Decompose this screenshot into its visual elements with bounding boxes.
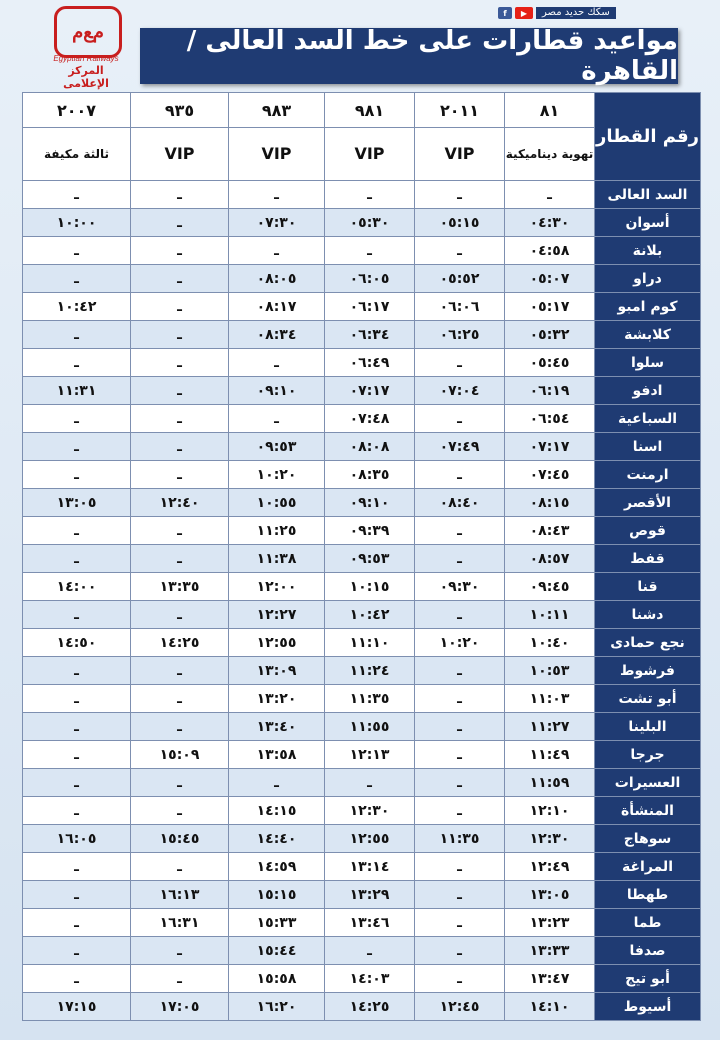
time-cell: ـ [415, 685, 505, 713]
train-type: ثالثة مكيفة [23, 128, 131, 181]
time-cell: ١٤:٠٣ [325, 965, 415, 993]
station-name: قنا [595, 573, 701, 601]
time-cell: ٠٩:٣٠ [415, 573, 505, 601]
time-cell: ـ [23, 713, 131, 741]
time-cell: ١٦:١٣ [131, 881, 229, 909]
time-cell: ـ [415, 881, 505, 909]
train-type: VIP [415, 128, 505, 181]
time-cell: ـ [131, 545, 229, 573]
social-bar-label: سكك حديد مصر [536, 7, 616, 19]
station-name: المنشأة [595, 797, 701, 825]
station-name: السباعية [595, 405, 701, 433]
time-cell: ٠٦:٠٦ [415, 293, 505, 321]
time-cell: ـ [23, 237, 131, 265]
time-cell: ـ [415, 545, 505, 573]
station-name: أسيوط [595, 993, 701, 1021]
station-name: ارمنت [595, 461, 701, 489]
time-cell: ١١:١٠ [325, 629, 415, 657]
station-name: كلابشة [595, 321, 701, 349]
time-cell: ١٤:٥٠ [23, 629, 131, 657]
time-cell: ١٤:٠٠ [23, 573, 131, 601]
time-cell: ـ [131, 657, 229, 685]
table-row [23, 461, 701, 489]
time-cell: ٠٧:٠٤ [415, 377, 505, 405]
train-type: تهوية ديناميكية [505, 128, 595, 181]
train-type: VIP [229, 128, 325, 181]
time-cell: ـ [23, 321, 131, 349]
table-row [23, 853, 701, 881]
time-cell: ١٠:٤٠ [505, 629, 595, 657]
time-cell: ـ [131, 293, 229, 321]
time-cell: ١١:٥٥ [325, 713, 415, 741]
train-number: ٩٣٥ [131, 93, 229, 128]
time-cell: ـ [23, 937, 131, 965]
time-cell: ـ [415, 349, 505, 377]
time-cell: ٠٤:٥٨ [505, 237, 595, 265]
time-cell: ١٠:٤٢ [325, 601, 415, 629]
time-cell: ٠٨:٤٠ [415, 489, 505, 517]
time-cell: ١٥:٥٨ [229, 965, 325, 993]
station-name: سلوا [595, 349, 701, 377]
time-cell: ٠٨:٣٥ [325, 461, 415, 489]
time-cell: ٠٥:٥٢ [415, 265, 505, 293]
station-name: دراو [595, 265, 701, 293]
time-cell: ١٠:٢٠ [229, 461, 325, 489]
time-cell: ١١:٠٣ [505, 685, 595, 713]
time-cell: ـ [131, 209, 229, 237]
time-cell: ١٤:٤٠ [229, 825, 325, 853]
time-cell: ٠٩:١٠ [229, 377, 325, 405]
time-cell: ١٧:٠٥ [131, 993, 229, 1021]
time-cell: ـ [415, 181, 505, 209]
time-cell: ١٠:٢٠ [415, 629, 505, 657]
table-row [23, 685, 701, 713]
station-name: سوهاج [595, 825, 701, 853]
table-row [23, 489, 701, 517]
time-cell: ١٥:١٥ [229, 881, 325, 909]
table-row [23, 657, 701, 685]
train-number: ٢٠٠٧ [23, 93, 131, 128]
time-cell: ١٤:٢٥ [131, 629, 229, 657]
time-cell: ـ [23, 909, 131, 937]
time-cell: ـ [325, 181, 415, 209]
station-name: الأقصر [595, 489, 701, 517]
table-row [23, 713, 701, 741]
time-cell: ١٣:٢٣ [505, 909, 595, 937]
time-cell: ١٧:١٥ [23, 993, 131, 1021]
time-cell: ـ [23, 601, 131, 629]
time-cell: ١٣:٢٩ [325, 881, 415, 909]
time-cell: ـ [23, 181, 131, 209]
table-row [23, 517, 701, 545]
time-cell: ١٠:٥٥ [229, 489, 325, 517]
time-cell: ٠٧:٤٩ [415, 433, 505, 461]
time-cell: ١٠:٠٠ [23, 209, 131, 237]
facebook-icon[interactable]: f [498, 7, 512, 19]
time-cell: ١٤:١٥ [229, 797, 325, 825]
time-cell: ٠٦:١٧ [325, 293, 415, 321]
time-cell: ـ [131, 321, 229, 349]
table-row [23, 209, 701, 237]
time-cell: ١٥:٤٤ [229, 937, 325, 965]
train-type: VIP [131, 128, 229, 181]
time-cell: ـ [131, 405, 229, 433]
time-cell: ـ [415, 601, 505, 629]
time-cell: ١٦:٠٥ [23, 825, 131, 853]
time-cell: ـ [415, 909, 505, 937]
time-cell: ٠٨:٠٨ [325, 433, 415, 461]
schedule-table [22, 92, 701, 1021]
time-cell: ـ [131, 377, 229, 405]
station-name: دشنا [595, 601, 701, 629]
time-cell: ١١:٣٨ [229, 545, 325, 573]
time-cell: ١٣:٥٨ [229, 741, 325, 769]
time-cell: ١٢:٥٥ [229, 629, 325, 657]
time-cell: ٠٥:١٧ [505, 293, 595, 321]
time-cell: ـ [415, 769, 505, 797]
station-name: قفط [595, 545, 701, 573]
station-name: أبو تشت [595, 685, 701, 713]
time-cell: ـ [23, 461, 131, 489]
time-cell: ١٢:٤٩ [505, 853, 595, 881]
table-row [23, 937, 701, 965]
station-name: صدفا [595, 937, 701, 965]
time-cell: ـ [131, 181, 229, 209]
page-title: مواعيد قطارات على خط السد العالى / القاهرة [140, 28, 678, 84]
time-cell: ـ [415, 657, 505, 685]
table-row [23, 433, 701, 461]
time-cell: ١٢:٢٧ [229, 601, 325, 629]
time-cell: ٠٥:٣٠ [325, 209, 415, 237]
time-cell: ١٢:٣٠ [505, 825, 595, 853]
time-cell: ـ [23, 405, 131, 433]
time-cell: ـ [325, 937, 415, 965]
time-cell: ـ [23, 741, 131, 769]
time-cell: ١١:٤٩ [505, 741, 595, 769]
time-cell: ٠٧:١٧ [325, 377, 415, 405]
time-cell: ـ [131, 853, 229, 881]
time-cell: ـ [131, 517, 229, 545]
time-cell: ـ [131, 797, 229, 825]
time-cell: ١٣:٣٥ [131, 573, 229, 601]
station-name: نجع حمادى [595, 629, 701, 657]
table-row [23, 349, 701, 377]
station-name: بلانة [595, 237, 701, 265]
time-cell: ـ [23, 349, 131, 377]
time-cell: ١٥:٣٣ [229, 909, 325, 937]
time-cell: ١٣:٢٠ [229, 685, 325, 713]
time-cell: ١١:٥٩ [505, 769, 595, 797]
time-cell: ـ [23, 265, 131, 293]
time-cell: ١١:٢٤ [325, 657, 415, 685]
time-cell: ـ [131, 433, 229, 461]
time-cell: ١٠:٥٣ [505, 657, 595, 685]
time-cell: ١٢:٤٥ [415, 993, 505, 1021]
logo-label: المركز الإعلامى [63, 64, 109, 90]
time-cell: ١٢:٥٥ [325, 825, 415, 853]
time-cell: ٠٩:٣٩ [325, 517, 415, 545]
time-cell: ٠٦:١٩ [505, 377, 595, 405]
table-row [23, 237, 701, 265]
time-cell: ـ [23, 685, 131, 713]
time-cell: ٠٩:٥٣ [229, 433, 325, 461]
table-row [23, 629, 701, 657]
time-cell: ـ [415, 965, 505, 993]
table-row [23, 825, 701, 853]
time-cell: ٠٨:١٥ [505, 489, 595, 517]
train-number: ٨١ [505, 93, 595, 128]
time-cell: ٠٥:١٥ [415, 209, 505, 237]
train-number-label: رقم القطار [595, 93, 701, 181]
time-cell: ٠٧:٤٨ [325, 405, 415, 433]
time-cell: ـ [131, 349, 229, 377]
time-cell: ـ [131, 685, 229, 713]
time-cell: ١٦:٣١ [131, 909, 229, 937]
time-cell: ١٢:٠٠ [229, 573, 325, 601]
table-row [23, 181, 701, 209]
logo-subtitle: Egyptian Railways [53, 54, 119, 63]
time-cell: ١٣:٤٧ [505, 965, 595, 993]
time-cell: ـ [131, 965, 229, 993]
train-number: ٩٨٣ [229, 93, 325, 128]
station-name: البلينا [595, 713, 701, 741]
table-row [23, 601, 701, 629]
time-cell: ٠٥:٣٢ [505, 321, 595, 349]
time-cell: ٠٨:٣٤ [229, 321, 325, 349]
station-name: أبو تيج [595, 965, 701, 993]
time-cell: ١٣:٠٥ [505, 881, 595, 909]
time-cell: ١١:٣٥ [415, 825, 505, 853]
train-number: ٢٠١١ [415, 93, 505, 128]
time-cell: ـ [415, 797, 505, 825]
time-cell: ـ [131, 769, 229, 797]
station-name: أسوان [595, 209, 701, 237]
time-cell: ١٦:٢٠ [229, 993, 325, 1021]
table-row [23, 405, 701, 433]
table-row [23, 993, 701, 1021]
time-cell: ـ [23, 657, 131, 685]
time-cell: ـ [415, 461, 505, 489]
time-cell: ـ [229, 769, 325, 797]
time-cell: ـ [23, 881, 131, 909]
time-cell: ـ [415, 517, 505, 545]
time-cell: ١٢:١٣ [325, 741, 415, 769]
time-cell: ١٣:٤٦ [325, 909, 415, 937]
table-row [23, 293, 701, 321]
station-name: جرجا [595, 741, 701, 769]
table-row [23, 909, 701, 937]
time-cell: ١٥:٠٩ [131, 741, 229, 769]
time-cell: ـ [229, 405, 325, 433]
time-cell: ـ [23, 965, 131, 993]
time-cell: ١١:٣٥ [325, 685, 415, 713]
station-name: العسيرات [595, 769, 701, 797]
train-type: VIP [325, 128, 415, 181]
time-cell: ـ [415, 405, 505, 433]
time-cell: ١٣:٤٠ [229, 713, 325, 741]
station-name: قوص [595, 517, 701, 545]
time-cell: ـ [23, 433, 131, 461]
table-row [23, 265, 701, 293]
time-cell: ـ [23, 853, 131, 881]
time-cell: ٠٦:٥٤ [505, 405, 595, 433]
time-cell: ـ [415, 713, 505, 741]
station-name: اسنا [595, 433, 701, 461]
time-cell: ١٢:٣٠ [325, 797, 415, 825]
time-cell: ـ [415, 237, 505, 265]
station-name: ادفو [595, 377, 701, 405]
social-bar [498, 6, 616, 20]
time-cell: ٠٩:٥٣ [325, 545, 415, 573]
time-cell: ١٢:١٠ [505, 797, 595, 825]
time-cell: ـ [131, 937, 229, 965]
time-cell: ٠٥:٤٥ [505, 349, 595, 377]
time-cell: ١٣:٣٣ [505, 937, 595, 965]
time-cell: ٠٦:٤٩ [325, 349, 415, 377]
time-cell: ١١:٢٧ [505, 713, 595, 741]
time-cell: ـ [229, 237, 325, 265]
time-cell: ـ [23, 517, 131, 545]
time-cell: ١٣:١٤ [325, 853, 415, 881]
time-cell: ـ [415, 741, 505, 769]
time-cell: ١٠:٤٢ [23, 293, 131, 321]
time-cell: ـ [505, 181, 595, 209]
time-cell: ٠٨:٠٥ [229, 265, 325, 293]
youtube-icon[interactable]: ▶ [515, 7, 533, 19]
table-row [23, 797, 701, 825]
time-cell: ٠٩:٤٥ [505, 573, 595, 601]
time-cell: ـ [415, 937, 505, 965]
train-number: ٩٨١ [325, 93, 415, 128]
time-cell: ـ [131, 265, 229, 293]
logo-mark: ﻡﻊﻡ [54, 6, 122, 58]
table-row [23, 573, 701, 601]
time-cell: ـ [23, 797, 131, 825]
time-cell: ١٥:٤٥ [131, 825, 229, 853]
time-cell: ١٠:١١ [505, 601, 595, 629]
time-cell: ١٤:٥٩ [229, 853, 325, 881]
time-cell: ١٠:١٥ [325, 573, 415, 601]
table-row [23, 545, 701, 573]
time-cell: ـ [23, 769, 131, 797]
time-cell: ٠٦:٠٥ [325, 265, 415, 293]
time-cell: ٠٧:٣٠ [229, 209, 325, 237]
time-cell: ـ [229, 181, 325, 209]
table-row [23, 769, 701, 797]
station-name: فرشوط [595, 657, 701, 685]
time-cell: ٠٦:٢٥ [415, 321, 505, 349]
time-cell: ـ [229, 349, 325, 377]
time-cell: ٠٧:١٧ [505, 433, 595, 461]
table-row [23, 321, 701, 349]
time-cell: ـ [325, 769, 415, 797]
time-cell: ١٣:٠٥ [23, 489, 131, 517]
time-cell: ٠٨:٥٧ [505, 545, 595, 573]
time-cell: ١١:٢٥ [229, 517, 325, 545]
time-cell: ٠٧:٤٥ [505, 461, 595, 489]
time-cell: ١٣:٠٩ [229, 657, 325, 685]
time-cell: ـ [23, 545, 131, 573]
time-cell: ٠٨:١٧ [229, 293, 325, 321]
station-name: طهطا [595, 881, 701, 909]
time-cell: ١٤:١٠ [505, 993, 595, 1021]
time-cell: ـ [325, 237, 415, 265]
station-name: السد العالى [595, 181, 701, 209]
station-name: كوم امبو [595, 293, 701, 321]
time-cell: ـ [131, 713, 229, 741]
time-cell: ١١:٣١ [23, 377, 131, 405]
header-row-numbers [23, 93, 701, 128]
station-name: طما [595, 909, 701, 937]
time-cell: ـ [131, 601, 229, 629]
time-cell: ١٢:٤٠ [131, 489, 229, 517]
logo [44, 6, 128, 90]
time-cell: ٠٩:١٠ [325, 489, 415, 517]
time-cell: ١٤:٢٥ [325, 993, 415, 1021]
table-row [23, 965, 701, 993]
table-row [23, 741, 701, 769]
time-cell: ٠٨:٤٣ [505, 517, 595, 545]
station-name: المراغة [595, 853, 701, 881]
time-cell: ـ [415, 853, 505, 881]
time-cell: ٠٦:٣٤ [325, 321, 415, 349]
time-cell: ـ [131, 461, 229, 489]
time-cell: ـ [131, 237, 229, 265]
table-row [23, 377, 701, 405]
table-row [23, 881, 701, 909]
time-cell: ٠٥:٠٧ [505, 265, 595, 293]
time-cell: ٠٤:٣٠ [505, 209, 595, 237]
